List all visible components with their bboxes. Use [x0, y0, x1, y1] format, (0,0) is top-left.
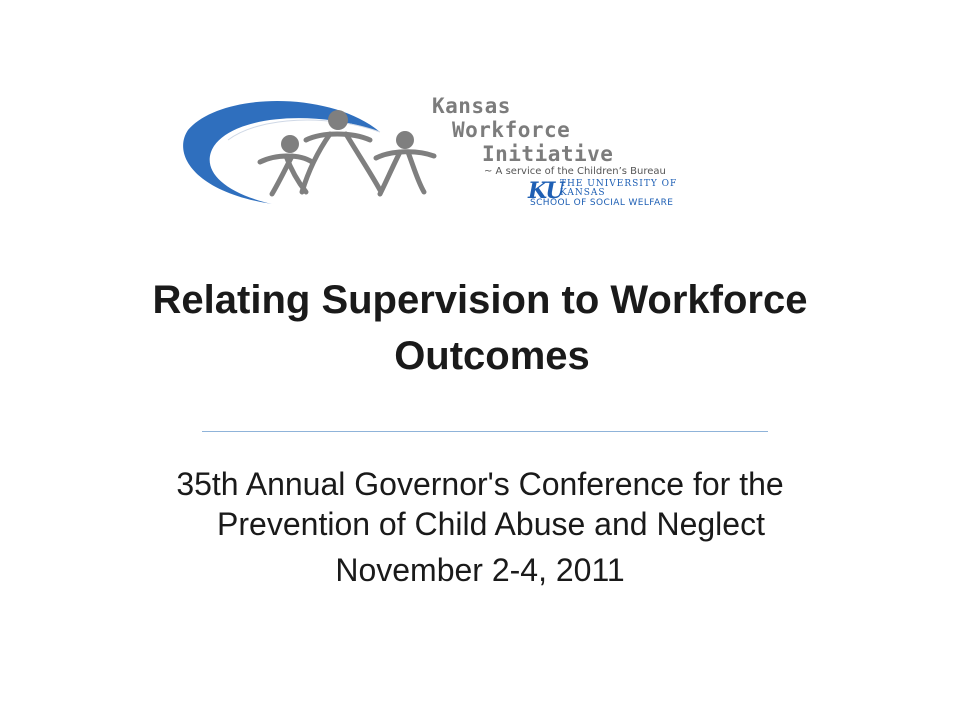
subtitle-date: November 2-4, 2011: [335, 552, 625, 588]
ku-university-name: THE UNIVERSITY OF KANSAS: [560, 179, 678, 198]
logo-text-workforce: Workforce: [452, 118, 571, 142]
slide-subtitle: [60, 464, 900, 590]
slide-title-line2: Outcomes: [394, 334, 590, 378]
subtitle-line2: Prevention of Child Abuse and Neglect: [217, 506, 765, 542]
subtitle-line1: 35th Annual Governor's Conference for the: [176, 466, 784, 502]
ku-logo-mark: KU: [528, 178, 564, 204]
logo-text-kansas: Kansas: [432, 94, 511, 118]
logo-tagline: ~ A service of the Children’s Bureau: [484, 166, 666, 177]
ku-school-name: SCHOOL OF SOCIAL WELFARE: [530, 198, 674, 208]
logo-text-initiative: Initiative: [482, 142, 614, 166]
logo-arc-shape: [183, 101, 380, 204]
slide-title: [80, 272, 880, 384]
kansas-workforce-initiative-logo: [180, 92, 740, 212]
title-divider: [202, 431, 768, 432]
slide-title-line1: Relating Supervision to Workforce: [152, 278, 808, 322]
people-figures-icon: [260, 110, 434, 194]
